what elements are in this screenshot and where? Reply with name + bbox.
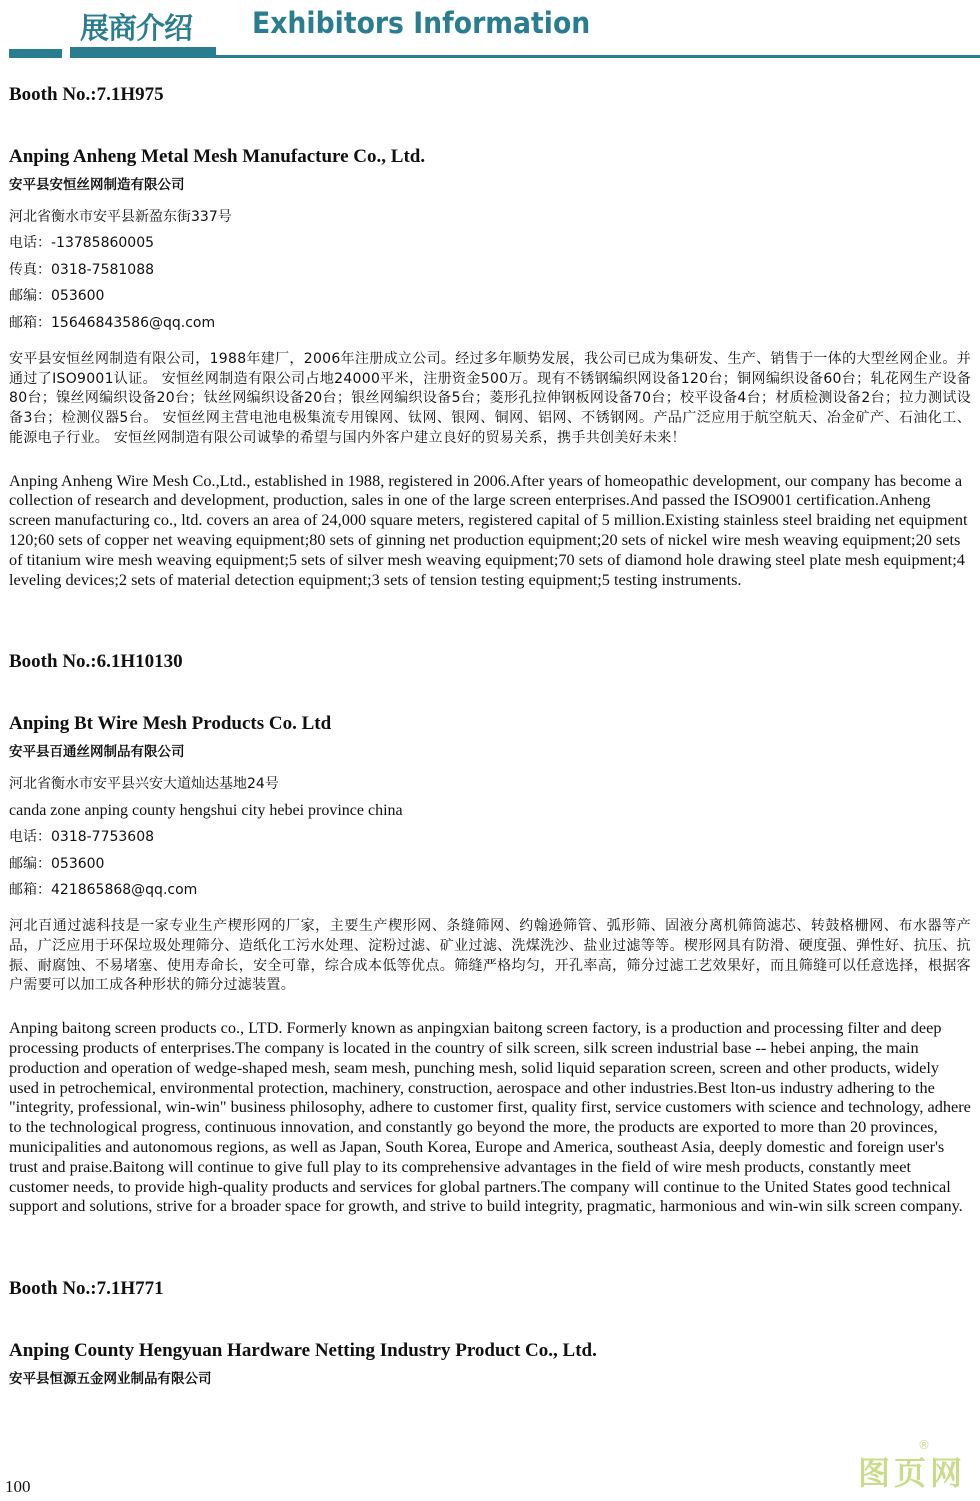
header-title-en: Exhibitors Information	[252, 6, 591, 40]
company-name-cn: 安平县安恒丝网制造有限公司	[9, 177, 185, 193]
company-name-en: Anping Anheng Metal Mesh Manufacture Co., Ltd.	[9, 146, 426, 167]
header-rule	[216, 55, 980, 58]
page-header	[0, 0, 980, 62]
phone: 电话：0318-7753608	[9, 829, 155, 846]
company-name-en: Anping County Hengyuan Hardware Netting Industry Product Co., Ltd.	[9, 1340, 597, 1362]
registered-icon: ®	[918, 1438, 934, 1452]
watermark-text: 图页网	[858, 1454, 967, 1492]
contact-info	[9, 204, 971, 336]
header-rule	[9, 49, 62, 58]
header-title-cn: 展商介绍	[80, 11, 193, 45]
company-name-en: Anping Bt Wire Mesh Products Co. Ltd	[9, 713, 332, 735]
phone: 电话：-13785860005	[9, 235, 155, 252]
email: 邮箱：15646843586@qq.com	[9, 314, 216, 331]
exhibitor-entry	[9, 647, 971, 1216]
description-en: Anping baitong screen products co., LTD. Formerly known as anpingxian baitong screen factory, is a production and processing filter and deep processing products of enterprises.The company is located in the country of silk screen, silk screen industrial base -- hebei anping, the main production and operation of wedge-shaped mesh, seam mesh, punching mesh, solid liquid separation screen, screen and other products, widely used in petrochemical, environmental protection, machinery, construction, aerospace and other industries.Best lton-us industry adhering to the "integrity, professional, win-win" business philosophy, adhere to customer first, quality first, service customers with science and technology, adhere to the technological progress, continuous innovation, and constantly go beyond the more, the products are exported to more than 20 provinces, municipalities and autonomous regions, as well as Japan, South Korea, Europe and America, southeast Asia, deeply domestic and foreign user's trust and praise.Baitong will continue to give full play to its comprehensive advantages in the field of wire mesh products, constantly meet customer needs, to provide high-quality products and services for global partners.The company will continue to the United States good technical support and solutions, strive for a broader space for growth, and strive to build integrity, pragmatic, harmonious and win-win silk screen company.	[9, 1018, 971, 1216]
page-number: 100	[5, 1477, 31, 1496]
address: 河北省衡水市安平县兴安大道灿达基地24号	[9, 776, 279, 793]
booth-number: Booth No.:7.1H975	[9, 84, 164, 105]
booth-number: Booth No.:6.1H10130	[9, 651, 183, 673]
watermark-logo	[858, 1438, 967, 1494]
booth-number: Booth No.:7.1H771	[9, 1278, 164, 1300]
company-name-cn: 安平县百通丝网制品有限公司	[9, 744, 185, 761]
description-cn: 河北百通过滤科技是一家专业生产楔形网的厂家，主要生产楔形网、条缝筛网、约翰逊筛管、弧形筛、固液分离机筛筒滤芯、转鼓格栅网、布水器等产品，广泛应用于环保垃圾处理筛分、造纸化工污水处理、淀粉过滤、矿业过滤、洗煤洗沙、盐业过滤等等。楔形网具有防滑、硬度强、弹性好、抗压、抗振、耐腐蚀、不易堵塞、使用寿命长，安全可靠，综合成本低等优点。筛缝严格均匀，开孔率高，筛分过滤工艺效果好，而且筛缝可以任意选择，根据客户需要可以加工成各种形状的筛分过滤装置。	[9, 918, 971, 994]
description-cn: 安平县安恒丝网制造有限公司，1988年建厂，2006年注册成立公司。经过多年顺势发展，我公司已成为集研发、生产、销售于一体的大型丝网企业。并通过了ISO9001认证。 安恒丝网制造有限公司占地24000平米，注册资金500万。现有不锈钢编织网设备120台；铜网编织设备60台；轧花网生产设备80台；镍丝网编织设备20台；钛丝网编织设备20台；银丝网编织设备5台；菱形孔拉伸钢板网设备70台；校平设备4台；材质检测设备2台；拉力测试设备3台；检测仪器5台。 安恒丝网主营电池电极集流专用镍网、钛网、银网、铜网、铝网、不锈钢网。产品广泛应用于航空航天、冶金矿产、石油化工、能源电子行业。 安恒丝网制造有限公司诚挚的希望与国内外客户建立良好的贸易关系，携手共创美好未来！	[9, 351, 971, 446]
company-name-cn: 安平县恒源五金网业制品有限公司	[9, 1371, 212, 1388]
postcode: 邮编：053600	[9, 855, 105, 872]
email: 邮箱：421865868@qq.com	[9, 881, 198, 898]
exhibitor-entry	[9, 80, 971, 589]
exhibitor-list	[9, 80, 971, 1398]
description-en: Anping Anheng Wire Mesh Co.,Ltd., established in 1988, registered in 2006.After years of homeopathic development, our company has become a collection of research and development, production, sales in one of the large screen enterprises.And passed the ISO9001 certification.Anheng screen manufacturing co., ltd. covers an area of 24,000 square meters, registered capital of 5 million.Existing stainless steel braiding net equipment 120;60 sets of copper net weaving equipment;80 sets of ginning net production equipment;20 sets of nickel wire mesh weaving equipment;20 sets of titanium wire mesh weaving equipment;5 sets of silver mesh weaving equipment;70 sets of diamond hole drawing steel plate mesh equipment;4 leveling devices;2 sets of material detection equipment;3 sets of tension testing equipment;5 testing instruments.	[9, 470, 968, 589]
postcode: 邮编：053600	[9, 288, 105, 305]
address: 河北省衡水市安平县新盈东街337号	[9, 209, 232, 225]
contact-info	[9, 771, 971, 903]
address-en: canda zone anping county hengshui city hebei province china	[9, 801, 403, 819]
header-rule	[70, 47, 216, 58]
fax: 传真：0318-7581088	[9, 261, 155, 278]
exhibitor-entry	[9, 1274, 971, 1390]
